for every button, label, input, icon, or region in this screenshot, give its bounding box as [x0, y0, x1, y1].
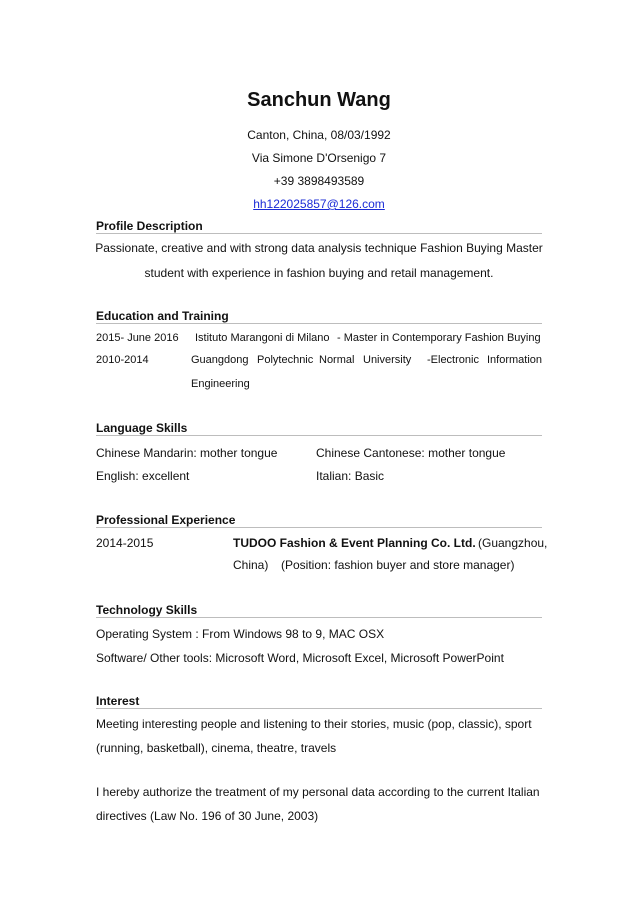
authorization-line: I hereby authorize the treatment of my personal data according to the current Italian [96, 785, 540, 799]
language-item: Italian: Basic [316, 469, 385, 483]
experience-position: (Position: fashion buyer and store manager) [281, 558, 515, 572]
experience-place: (Guangzhou, [478, 536, 548, 550]
interest-line: (running, basketball), cinema, theatre, travels [96, 741, 337, 755]
section-divider [96, 617, 542, 618]
education-institution-word: Polytechnic [257, 354, 314, 366]
technology-line: Software/ Other tools: Microsoft Word, Microsoft Excel, Microsoft PowerPoint [96, 651, 504, 665]
address: Via Simone D'Orsenigo 7 [251, 151, 387, 165]
experience-place-cont: China) [233, 558, 269, 572]
education-institution: Istituto Marangoni di Milano [195, 332, 330, 344]
profile-section-title: Profile Description [96, 219, 203, 233]
interest-section-title: Interest [96, 694, 140, 708]
education-institution-word: Guangdong [191, 354, 249, 366]
technology-line: Operating System : From Windows 98 to 9, MAC OSX [96, 627, 385, 641]
language-item: Chinese Cantonese: mother tongue [316, 446, 506, 460]
language-item: Chinese Mandarin: mother tongue [96, 446, 278, 460]
education-dates: 2015- June 2016 [96, 332, 179, 344]
experience-section-title: Professional Experience [96, 513, 236, 527]
section-divider [96, 435, 542, 436]
candidate-name: Sanchun Wang [247, 89, 391, 111]
education-program-cont: Engineering [191, 378, 250, 390]
location-dob: Canton, China, 08/03/1992 [247, 128, 391, 142]
email-link[interactable]: hh122025857@126.com [253, 197, 385, 211]
technology-section-title: Technology Skills [96, 603, 198, 617]
phone: +39 3898493589 [273, 174, 365, 188]
language-item: English: excellent [96, 469, 190, 483]
section-divider [96, 527, 542, 528]
education-dates: 2010-2014 [96, 354, 149, 366]
education-program-word: Information [487, 354, 543, 366]
education-institution-word: University [363, 354, 412, 366]
section-divider [96, 323, 542, 324]
experience-company: TUDOO Fashion & Event Planning Co. Ltd. [233, 536, 476, 550]
language-section-title: Language Skills [96, 421, 188, 435]
section-divider [96, 708, 542, 709]
profile-text-line: student with experience in fashion buying and retail management. [144, 266, 494, 280]
education-section-title: Education and Training [96, 309, 229, 323]
profile-text-line: Passionate, creative and with strong data analysis technique Fashion Buying Master [95, 241, 543, 255]
email-line [0, 197, 638, 211]
interest-line: Meeting interesting people and listening to their stories, music (pop, classic), sport [96, 717, 532, 731]
education-program: - Master in Contemporary Fashion Buying [337, 332, 541, 344]
authorization-line: directives (Law No. 196 of 30 June, 2003) [96, 809, 319, 823]
experience-dates: 2014-2015 [96, 536, 154, 550]
education-program-word: -Electronic [427, 354, 479, 366]
education-institution-word: Normal [319, 354, 355, 366]
section-divider [96, 233, 542, 234]
